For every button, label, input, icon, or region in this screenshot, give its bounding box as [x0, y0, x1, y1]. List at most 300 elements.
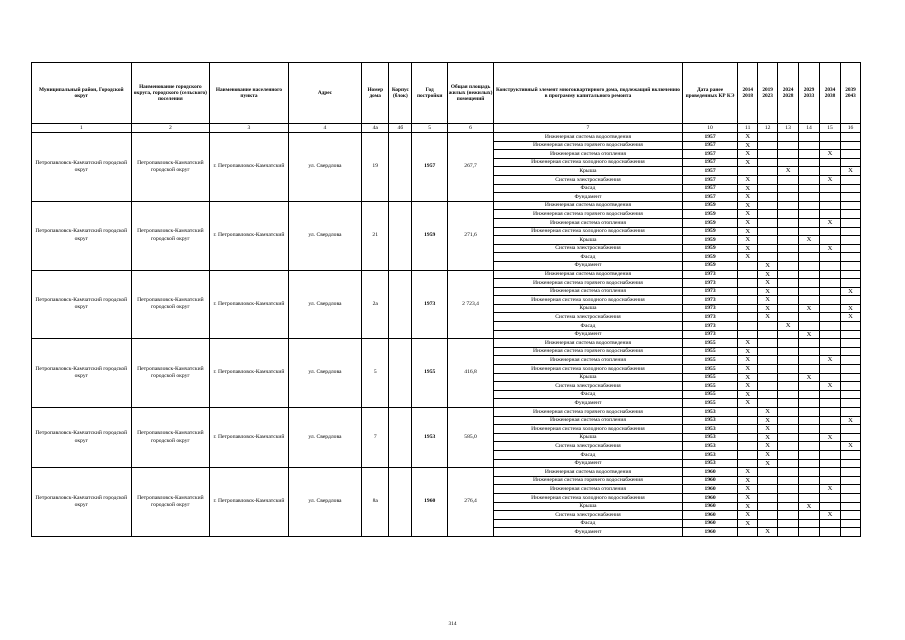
previous-repair-date-cell: 1955	[682, 399, 738, 408]
house-number-cell: 5	[362, 339, 389, 408]
header-settlement: Наименование городского округа, городского (сельского) поселения	[131, 63, 210, 124]
period-cell	[840, 201, 860, 210]
house-settlement-cell: Петропавловск-Камчатский городской округ	[131, 133, 210, 202]
table-row	[32, 133, 861, 142]
previous-repair-date-cell: 1953	[682, 459, 738, 468]
period-cell	[778, 519, 799, 528]
column-number: 1	[32, 124, 132, 133]
house-number-cell: 21	[362, 201, 389, 270]
column-number-row	[32, 124, 861, 133]
period-cell	[820, 365, 841, 374]
house-district-cell: Петропавловск-Камчатский городской округ	[32, 133, 132, 202]
previous-repair-date-cell: 1960	[682, 485, 738, 494]
structural-element-cell: Система электроснабжения	[494, 382, 683, 391]
structural-element-cell: Фасад	[494, 184, 683, 193]
period-cell	[840, 365, 860, 374]
period-cell	[758, 218, 778, 227]
previous-repair-date-cell: 1959	[682, 227, 738, 236]
house-address-cell: ул. Свердлова	[288, 270, 361, 339]
period-cell	[840, 347, 860, 356]
structural-element-cell: Фундамент	[494, 528, 683, 537]
period-mark-cell: X	[820, 218, 841, 227]
structural-element-cell: Инженерная система холодного водоснабжения	[494, 158, 683, 167]
previous-repair-date-cell: 1957	[682, 167, 738, 176]
previous-repair-date-cell: 1973	[682, 296, 738, 305]
house-district-cell: Петропавловск-Камчатский городской округ	[32, 339, 132, 408]
column-number: 13	[778, 124, 799, 133]
period-cell	[820, 296, 841, 305]
period-cell	[820, 347, 841, 356]
period-mark-cell: X	[738, 399, 758, 408]
structural-element-cell: Инженерная система водоотведения	[494, 201, 683, 210]
period-cell	[799, 425, 820, 434]
period-cell	[799, 210, 820, 219]
period-cell	[799, 287, 820, 296]
period-cell	[799, 158, 820, 167]
house-district-cell: Петропавловск-Камчатский городской округ	[32, 408, 132, 468]
previous-repair-date-cell: 1973	[682, 304, 738, 313]
period-cell	[840, 468, 860, 477]
period-mark-cell: X	[738, 141, 758, 150]
structural-element-cell: Инженерная система холодного водоснабжения	[494, 296, 683, 305]
period-cell	[758, 485, 778, 494]
previous-repair-date-cell: 1960	[682, 519, 738, 528]
header-row	[32, 63, 861, 124]
column-number: 14	[799, 124, 820, 133]
period-cell	[799, 193, 820, 202]
house-locality-cell: г. Петропавловск-Камчатский	[210, 133, 289, 202]
column-number: 6	[448, 124, 494, 133]
period-cell	[840, 184, 860, 193]
structural-element-cell: Крыша	[494, 304, 683, 313]
period-mark-cell: X	[738, 382, 758, 391]
period-mark-cell: X	[738, 468, 758, 477]
period-cell	[738, 313, 758, 322]
period-cell	[799, 390, 820, 399]
period-mark-cell: X	[738, 253, 758, 262]
column-number: 4а	[362, 124, 389, 133]
column-number: 5	[412, 124, 448, 133]
header-period-2034: 2034 2038	[820, 63, 841, 124]
structural-element-cell: Крыша	[494, 167, 683, 176]
period-cell	[738, 261, 758, 270]
period-cell	[778, 279, 799, 288]
period-cell	[758, 339, 778, 348]
header-house-number: Номер дома	[362, 63, 389, 124]
period-cell	[799, 244, 820, 253]
structural-element-cell: Инженерная система отопления	[494, 150, 683, 159]
table-body	[32, 133, 861, 537]
previous-repair-date-cell: 1955	[682, 390, 738, 399]
house-address-cell: ул. Свердлова	[288, 468, 361, 537]
period-cell	[738, 433, 758, 442]
period-cell	[758, 175, 778, 184]
period-cell	[778, 416, 799, 425]
period-cell	[738, 167, 758, 176]
period-cell	[778, 304, 799, 313]
structural-element-cell: Крыша	[494, 502, 683, 511]
period-cell	[820, 450, 841, 459]
period-cell	[820, 313, 841, 322]
period-mark-cell: X	[738, 175, 758, 184]
period-cell	[840, 382, 860, 391]
period-cell	[820, 227, 841, 236]
period-mark-cell: X	[738, 244, 758, 253]
period-cell	[778, 210, 799, 219]
structural-element-cell: Инженерная система холодного водоснабжения	[494, 425, 683, 434]
period-mark-cell: X	[799, 304, 820, 313]
period-cell	[738, 279, 758, 288]
period-cell	[820, 425, 841, 434]
header-structural-element: Конструктивный элемент многоквартирного дома, подлежащий включению в программу капитального ремонта	[494, 63, 683, 124]
period-cell	[840, 450, 860, 459]
structural-element-cell: Крыша	[494, 373, 683, 382]
period-cell	[778, 511, 799, 520]
period-cell	[758, 468, 778, 477]
structural-element-cell: Инженерная система отопления	[494, 485, 683, 494]
previous-repair-date-cell: 1960	[682, 502, 738, 511]
period-cell	[840, 330, 860, 339]
period-cell	[758, 227, 778, 236]
period-cell	[799, 184, 820, 193]
period-mark-cell: X	[758, 442, 778, 451]
period-cell	[840, 227, 860, 236]
period-cell	[820, 442, 841, 451]
house-locality-cell: г. Петропавловск-Камчатский	[210, 201, 289, 270]
previous-repair-date-cell: 1973	[682, 279, 738, 288]
structural-element-cell: Инженерная система горячего водоснабжения	[494, 476, 683, 485]
period-cell	[820, 201, 841, 210]
period-mark-cell: X	[758, 296, 778, 305]
period-cell	[840, 390, 860, 399]
period-cell	[778, 347, 799, 356]
house-locality-cell: г. Петропавловск-Камчатский	[210, 408, 289, 468]
period-cell	[738, 296, 758, 305]
period-cell	[820, 210, 841, 219]
page-number: 314	[448, 621, 457, 627]
column-number: 7	[494, 124, 683, 133]
period-cell	[799, 433, 820, 442]
house-area-cell: 276,4	[448, 468, 494, 537]
period-cell	[820, 158, 841, 167]
period-cell	[778, 339, 799, 348]
period-cell	[820, 399, 841, 408]
period-mark-cell: X	[778, 167, 799, 176]
period-mark-cell: X	[840, 304, 860, 313]
period-cell	[840, 502, 860, 511]
previous-repair-date-cell: 1957	[682, 193, 738, 202]
house-year-cell: 1953	[412, 408, 448, 468]
period-cell	[840, 485, 860, 494]
period-mark-cell: X	[799, 330, 820, 339]
period-cell	[840, 236, 860, 245]
period-cell	[799, 227, 820, 236]
period-mark-cell: X	[758, 279, 778, 288]
house-settlement-cell: Петропавловск-Камчатский городской округ	[131, 408, 210, 468]
structural-element-cell: Инженерная система водоотведения	[494, 270, 683, 279]
structural-element-cell: Фасад	[494, 322, 683, 331]
period-cell	[840, 175, 860, 184]
repair-program-table	[31, 62, 861, 537]
house-settlement-cell: Петропавловск-Камчатский городской округ	[131, 468, 210, 537]
period-cell	[758, 236, 778, 245]
structural-element-cell: Инженерная система водоотведения	[494, 339, 683, 348]
previous-repair-date-cell: 1953	[682, 450, 738, 459]
house-settlement-cell: Петропавловск-Камчатский городской округ	[131, 201, 210, 270]
period-cell	[778, 261, 799, 270]
previous-repair-date-cell: 1955	[682, 373, 738, 382]
period-cell	[738, 287, 758, 296]
header-address: Адрес	[288, 63, 361, 124]
period-mark-cell: X	[758, 425, 778, 434]
structural-element-cell: Крыша	[494, 236, 683, 245]
period-cell	[820, 459, 841, 468]
previous-repair-date-cell: 1953	[682, 408, 738, 417]
period-cell	[840, 296, 860, 305]
period-cell	[758, 201, 778, 210]
period-cell	[758, 244, 778, 253]
period-cell	[778, 365, 799, 374]
period-cell	[758, 365, 778, 374]
period-cell	[799, 416, 820, 425]
period-cell	[840, 158, 860, 167]
previous-repair-date-cell: 1953	[682, 416, 738, 425]
house-settlement-cell: Петропавловск-Камчатский городской округ	[131, 270, 210, 339]
period-cell	[758, 373, 778, 382]
period-cell	[738, 425, 758, 434]
period-cell	[799, 365, 820, 374]
house-number-cell: 2а	[362, 270, 389, 339]
house-district-cell: Петропавловск-Камчатский городской округ	[32, 270, 132, 339]
period-cell	[758, 476, 778, 485]
period-mark-cell: X	[738, 390, 758, 399]
previous-repair-date-cell: 1973	[682, 313, 738, 322]
period-cell	[840, 322, 860, 331]
period-mark-cell: X	[758, 459, 778, 468]
house-address-cell: ул. Свердлова	[288, 201, 361, 270]
header-period-2014: 2014 2018	[738, 63, 758, 124]
period-cell	[778, 399, 799, 408]
previous-repair-date-cell: 1955	[682, 356, 738, 365]
header-period-2029: 2029 2033	[799, 63, 820, 124]
period-cell	[778, 459, 799, 468]
period-cell	[758, 493, 778, 502]
period-cell	[778, 158, 799, 167]
previous-repair-date-cell: 1957	[682, 175, 738, 184]
structural-element-cell: Инженерная система горячего водоснабжения	[494, 141, 683, 150]
previous-repair-date-cell: 1960	[682, 468, 738, 477]
previous-repair-date-cell: 1955	[682, 365, 738, 374]
house-block-cell	[389, 468, 412, 537]
header-previous-repair-date: Дата ранее проведенных КР КЭ	[682, 63, 738, 124]
period-mark-cell: X	[758, 270, 778, 279]
period-cell	[820, 236, 841, 245]
house-block-cell	[389, 133, 412, 202]
period-cell	[840, 279, 860, 288]
period-cell	[820, 184, 841, 193]
structural-element-cell: Инженерная система горячего водоснабжения	[494, 408, 683, 417]
previous-repair-date-cell: 1955	[682, 339, 738, 348]
house-area-cell: 271,6	[448, 201, 494, 270]
house-address-cell: ул. Свердлова	[288, 133, 361, 202]
period-cell	[840, 399, 860, 408]
period-cell	[799, 133, 820, 142]
previous-repair-date-cell: 1953	[682, 425, 738, 434]
period-cell	[799, 442, 820, 451]
period-cell	[778, 218, 799, 227]
period-cell	[778, 476, 799, 485]
house-district-cell: Петропавловск-Камчатский городской округ	[32, 201, 132, 270]
structural-element-cell: Инженерная система водоотведения	[494, 133, 683, 142]
period-cell	[820, 502, 841, 511]
period-cell	[758, 399, 778, 408]
period-cell	[738, 304, 758, 313]
period-cell	[840, 150, 860, 159]
period-mark-cell: X	[738, 502, 758, 511]
header-period-2024: 2024 2028	[778, 63, 799, 124]
period-cell	[758, 193, 778, 202]
period-cell	[758, 253, 778, 262]
period-cell	[840, 193, 860, 202]
period-cell	[778, 528, 799, 537]
period-cell	[778, 184, 799, 193]
period-cell	[758, 141, 778, 150]
period-mark-cell: X	[840, 416, 860, 425]
period-cell	[799, 493, 820, 502]
previous-repair-date-cell: 1973	[682, 330, 738, 339]
period-cell	[799, 408, 820, 417]
period-cell	[758, 519, 778, 528]
period-mark-cell: X	[840, 442, 860, 451]
previous-repair-date-cell: 1959	[682, 253, 738, 262]
table-row	[32, 468, 861, 477]
period-cell	[820, 253, 841, 262]
previous-repair-date-cell: 1960	[682, 528, 738, 537]
period-cell	[738, 322, 758, 331]
house-number-cell: 8а	[362, 468, 389, 537]
period-cell	[840, 459, 860, 468]
period-cell	[820, 416, 841, 425]
period-mark-cell: X	[738, 485, 758, 494]
period-cell	[799, 253, 820, 262]
period-mark-cell: X	[840, 313, 860, 322]
house-area-cell: 2 723,4	[448, 270, 494, 339]
period-mark-cell: X	[738, 493, 758, 502]
column-number: 15	[820, 124, 841, 133]
house-settlement-cell: Петропавловск-Камчатский городской округ	[131, 339, 210, 408]
structural-element-cell: Инженерная система отопления	[494, 356, 683, 365]
period-cell	[778, 390, 799, 399]
period-cell	[778, 468, 799, 477]
period-cell	[799, 218, 820, 227]
period-cell	[778, 502, 799, 511]
header-area: Общая площадь жилых (нежилых) помещений	[448, 63, 494, 124]
period-cell	[738, 270, 758, 279]
period-mark-cell: X	[778, 322, 799, 331]
period-mark-cell: X	[758, 287, 778, 296]
period-cell	[799, 150, 820, 159]
period-cell	[758, 133, 778, 142]
period-mark-cell: X	[758, 450, 778, 459]
house-number-cell: 19	[362, 133, 389, 202]
period-cell	[799, 347, 820, 356]
period-cell	[758, 184, 778, 193]
period-mark-cell: X	[799, 373, 820, 382]
period-cell	[778, 236, 799, 245]
period-cell	[820, 279, 841, 288]
period-mark-cell: X	[738, 158, 758, 167]
structural-element-cell: Инженерная система горячего водоснабжения	[494, 347, 683, 356]
period-mark-cell: X	[738, 193, 758, 202]
period-cell	[799, 528, 820, 537]
table-row	[32, 201, 861, 210]
table-row	[32, 270, 861, 279]
period-cell	[799, 476, 820, 485]
period-mark-cell: X	[758, 433, 778, 442]
previous-repair-date-cell: 1959	[682, 201, 738, 210]
period-cell	[799, 468, 820, 477]
period-cell	[778, 425, 799, 434]
period-cell	[778, 141, 799, 150]
period-mark-cell: X	[738, 150, 758, 159]
period-cell	[738, 459, 758, 468]
period-cell	[738, 528, 758, 537]
period-cell	[799, 296, 820, 305]
house-year-cell: 1959	[412, 201, 448, 270]
previous-repair-date-cell: 1959	[682, 210, 738, 219]
period-mark-cell: X	[840, 167, 860, 176]
period-cell	[738, 408, 758, 417]
structural-element-cell: Инженерная система горячего водоснабжения	[494, 210, 683, 219]
period-cell	[778, 253, 799, 262]
period-cell	[840, 133, 860, 142]
period-cell	[738, 330, 758, 339]
previous-repair-date-cell: 1955	[682, 347, 738, 356]
period-cell	[778, 442, 799, 451]
previous-repair-date-cell: 1973	[682, 287, 738, 296]
period-cell	[799, 313, 820, 322]
period-mark-cell: X	[738, 347, 758, 356]
house-year-cell: 1973	[412, 270, 448, 339]
structural-element-cell: Инженерная система отопления	[494, 416, 683, 425]
house-block-cell	[389, 201, 412, 270]
period-mark-cell: X	[820, 485, 841, 494]
period-cell	[799, 201, 820, 210]
period-cell	[778, 270, 799, 279]
previous-repair-date-cell: 1973	[682, 322, 738, 331]
period-cell	[799, 459, 820, 468]
previous-repair-date-cell: 1955	[682, 382, 738, 391]
period-cell	[778, 150, 799, 159]
period-cell	[840, 433, 860, 442]
house-address-cell: ул. Свердлова	[288, 339, 361, 408]
house-locality-cell: г. Петропавловск-Камчатский	[210, 339, 289, 408]
structural-element-cell: Крыша	[494, 433, 683, 442]
period-cell	[778, 450, 799, 459]
period-mark-cell: X	[820, 244, 841, 253]
structural-element-cell: Фундамент	[494, 261, 683, 270]
period-mark-cell: X	[758, 304, 778, 313]
header-district: Муниципальный район, Городской округ	[32, 63, 132, 124]
structural-element-cell: Система электроснабжения	[494, 175, 683, 184]
period-cell	[758, 158, 778, 167]
period-mark-cell: X	[820, 150, 841, 159]
structural-element-cell: Система электроснабжения	[494, 511, 683, 520]
period-cell	[840, 253, 860, 262]
column-number: 4б	[389, 124, 412, 133]
period-cell	[758, 502, 778, 511]
column-number: 4	[288, 124, 361, 133]
